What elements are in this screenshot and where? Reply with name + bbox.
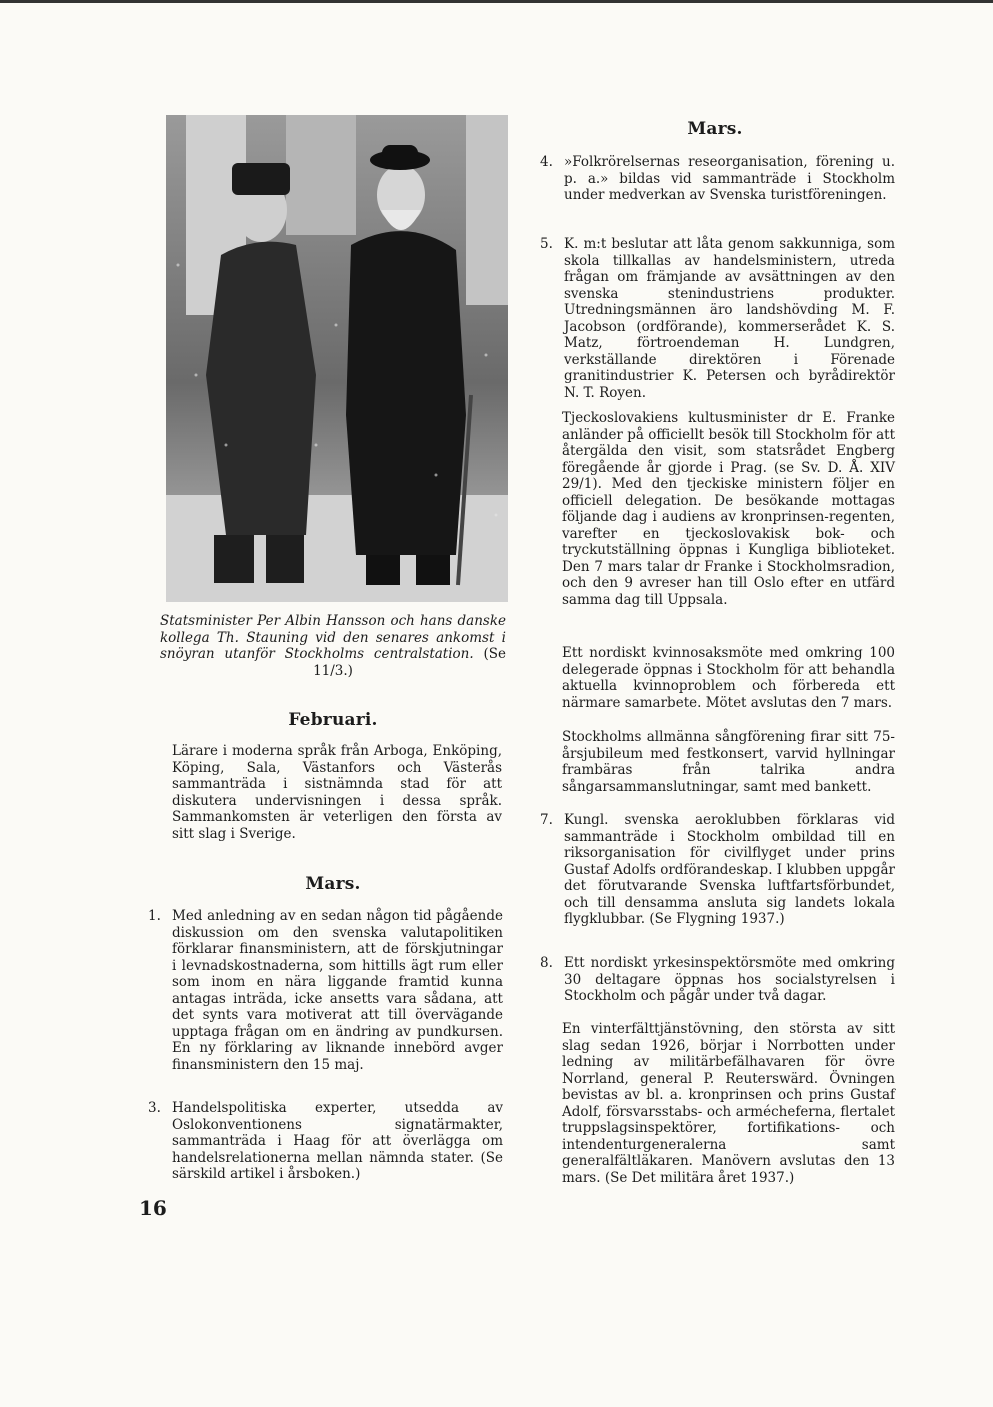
entry-number: 5. <box>540 236 553 252</box>
entry-text: Ett nordiskt yrkesinspektörsmöte med omkring 30 deltagare öppnas hos socialstyrelsen i Stockholm och pågår under två dagar. <box>564 955 895 1004</box>
entry-1 <box>148 908 503 1083</box>
paragraph-franke-visit: Tjeckoslovakiens kultusminister dr E. Franke anländer på officiellt besök till Stockholm för att återgälda den visit, som statsrådet Engberg föregående år gjorde i Prag. (se Sv. D. Å. XIV 29/1). Med den tjeckiske ministern följer en officiell delegation. De besökande mottagas följande dag i audiens av kronprinsen-regenten, varefter en tjeckoslovakisk bok- och tryckutställning öppnas i Kungliga biblioteket. Den 7 mars talar dr Franke i Stockholmsradion, och den 9 avreser han till Oslo efter en utfärd samma dag till Uppsala. <box>562 410 895 608</box>
entry-number: 8. <box>540 955 553 971</box>
photograph-image <box>166 115 508 602</box>
entry-7 <box>540 812 895 942</box>
paragraph-vinterfalttjanstovning: En vinterfälttjänstövning, den största av sitt slag sedan 1926, börjar i Norrbotten under ledning av militärbefälhavaren för övre Norrland, general P. Reuterswärd. Övningen bevistas av bl. a. kronprinsen och prins Gustaf Adolf, försvarsstabs- och armécheferna, flertalet truppslagsinspektörer, fortifikations- och intendenturgeneralerna samt generalfältläkaren. Manövern avslutas den 13 mars. (Se Det militära året 1937.) <box>562 1021 895 1186</box>
entry-text: Handelspolitiska experter, utsedda av Oslokonventionens signatärmakter, sammanträda i Haag för att överlägga om handelsrelationerna mellan nämnda stater. (Se särskild artikel i årsboken.) <box>172 1100 503 1182</box>
entry-5 <box>540 236 895 401</box>
entry-8 <box>540 955 895 1010</box>
photograph <box>166 115 508 602</box>
entry-number: 3. <box>148 1100 161 1116</box>
entry-4 <box>540 154 895 220</box>
entry-text: Kungl. svenska aeroklubben förklaras vid sammanträde i Stockholm ombildad till en riksorganisation för civilflyget under prins Gustaf Adolfs ordförandeskap. I klubben uppgår det förutvarande Svenska luftfartsförbundet, och till densamma ansluta sig landets lokala flygklubbar. (Se Flygning 1937.) <box>564 812 895 927</box>
paragraph-kvinnosaksmote: Ett nordiskt kvinnosaksmöte med omkring 100 delegerade öppnas i Stockholm för att behandla aktuella kvinnoproblem och förbereda ett närmare samarbete. Mötet avslutas den 7 mars. <box>562 645 895 711</box>
entry-number: 4. <box>540 154 553 170</box>
photo-caption <box>160 613 506 679</box>
paragraph-februari: Lärare i moderna språk från Arboga, Enköping, Köping, Sala, Västanfors och Västerås sammanträda i sistnämnda stad för att diskutera undervisningen i dessa språk. Sammankomsten är veterligen den första av sitt slag i Sverige. <box>172 743 502 842</box>
heading-februari: Februari. <box>288 710 378 730</box>
entry-text: Med anledning av en sedan någon tid pågående diskussion om den svenska valutapolitiken förklarar finansministern, att de förskjutningar i levnadskostnaderna, som hittills ägt rum eller som inom en nära liggande framtid kunna antagas inträda, icke ansetts vara sådana, att det synts vara motiverat att till övervägande upptaga frågan om en ändring av pundkursen. En ny förklaring av liknande innebörd avger finansministern den 15 maj. <box>172 908 503 1073</box>
page-number: 16 <box>139 1196 167 1220</box>
photo-caption-reference: (Se 11/3.) <box>313 646 506 679</box>
entry-text: »Folkrörelsernas reseorganisation, förening u. p. a.» bildas vid sammanträde i Stockholm under medverkan av Svenska turistföreningen. <box>564 154 895 203</box>
entry-3 <box>148 1100 503 1180</box>
paragraph-sangforening: Stockholms allmänna sångförening firar sitt 75-årsjubileum med festkonsert, varvid hyllningar frambäras från talrika andra sångarsammanslutningar, samt med bankett. <box>562 729 895 795</box>
heading-mars-right: Mars. <box>687 119 743 139</box>
heading-mars-left: Mars. <box>305 874 361 894</box>
entry-number: 1. <box>148 908 161 924</box>
entry-number: 7. <box>540 812 553 828</box>
photo-caption-text: Statsminister Per Albin Hansson och hans danske kollega Th. Stauning vid den senares ankomst i snöyran utanför Stockholms centralstation. <box>160 613 506 662</box>
entry-text: K. m:t beslutar att låta genom sakkunniga, som skola tillkallas av handelsministern, utreda frågan om främjande av avsättningen av den svenska stenindustriens produkter. Utredningsmännen äro landshövding M. F. Jacobson (ordförande), kommerserådet K. S. Matz, förtroendeman H. Lundgren, verkställande direktören i Förenade granitindustrier K. Petersen och byrådirektör N. T. Royen. <box>564 236 895 401</box>
